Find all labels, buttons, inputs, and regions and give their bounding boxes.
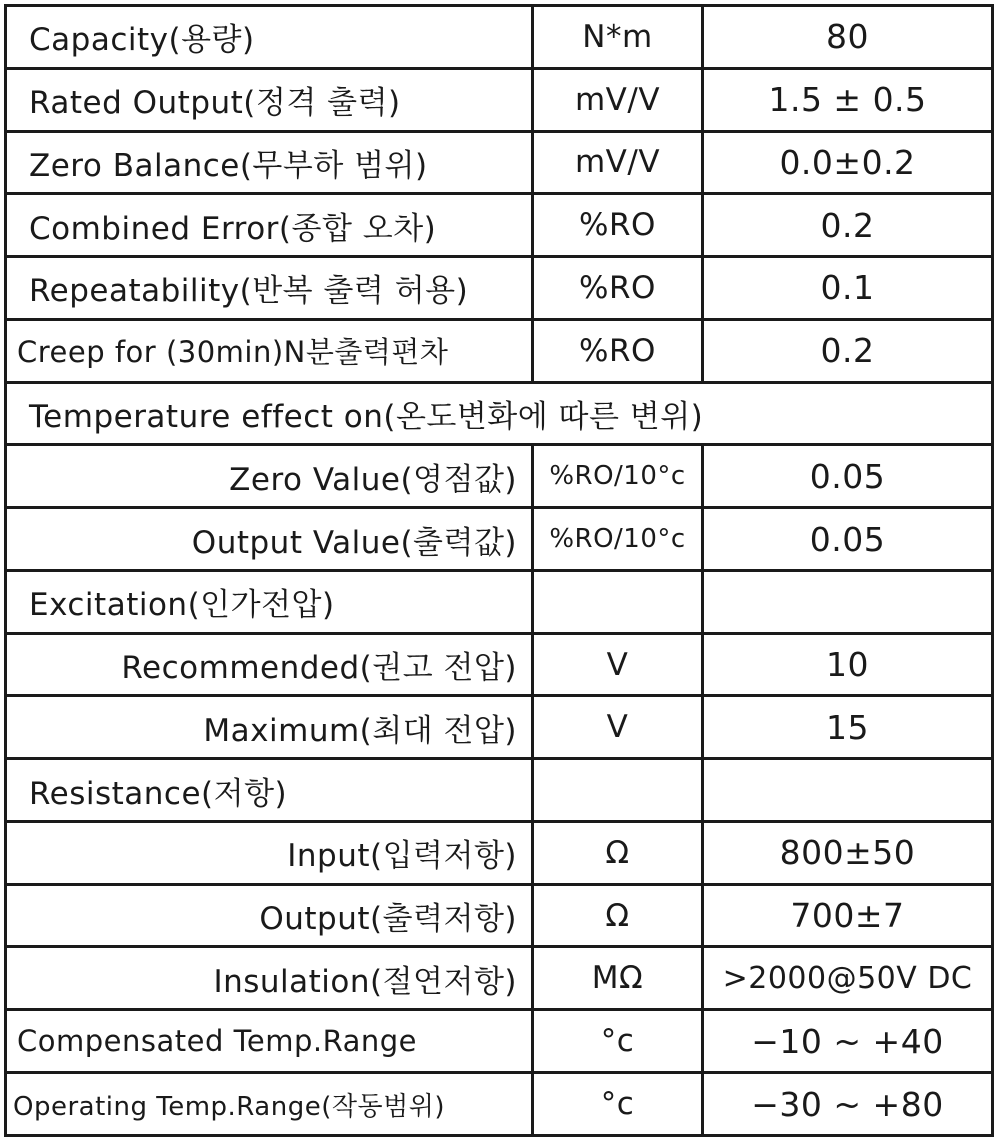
row-unit: °c xyxy=(533,1073,703,1136)
row-value: 800±50 xyxy=(703,821,993,884)
row-unit: V xyxy=(533,696,703,759)
table-row xyxy=(6,131,993,194)
row-unit: V xyxy=(533,633,703,696)
table-row xyxy=(6,194,993,257)
row-unit: mV/V xyxy=(533,131,703,194)
table-row xyxy=(6,570,993,633)
table-row xyxy=(6,1073,993,1136)
row-unit xyxy=(533,570,703,633)
row-label: Repeatability(반복 출력 허용) xyxy=(6,257,533,320)
table-row xyxy=(6,759,993,822)
row-unit xyxy=(533,759,703,822)
row-value: 10 xyxy=(703,633,993,696)
row-unit: %RO xyxy=(533,194,703,257)
row-value: >2000@50V DC xyxy=(703,947,993,1010)
row-unit: %RO/10°c xyxy=(533,508,703,571)
row-value xyxy=(703,759,993,822)
table-row xyxy=(6,445,993,508)
row-label: Output(출력저항) xyxy=(6,884,533,947)
row-value: 0.2 xyxy=(703,319,993,382)
row-value: 0.2 xyxy=(703,194,993,257)
row-value: 15 xyxy=(703,696,993,759)
table-row xyxy=(6,947,993,1010)
table-row xyxy=(6,319,993,382)
row-value: −30 ~ +80 xyxy=(703,1073,993,1136)
row-value: −10 ~ +40 xyxy=(703,1010,993,1073)
row-value: 0.05 xyxy=(703,445,993,508)
row-value: 0.1 xyxy=(703,257,993,320)
table-row xyxy=(6,508,993,571)
row-unit: °c xyxy=(533,1010,703,1073)
section-row xyxy=(6,382,993,445)
row-label: Capacity(용량) xyxy=(6,6,533,69)
row-value: 1.5 ± 0.5 xyxy=(703,68,993,131)
spec-table xyxy=(4,4,994,1137)
row-unit: MΩ xyxy=(533,947,703,1010)
row-unit: Ω xyxy=(533,884,703,947)
row-value xyxy=(703,570,993,633)
row-label: Recommended(권고 전압) xyxy=(6,633,533,696)
row-label: Input(입력저항) xyxy=(6,821,533,884)
table-row xyxy=(6,68,993,131)
row-unit: %RO xyxy=(533,257,703,320)
row-label: Zero Balance(무부하 범위) xyxy=(6,131,533,194)
row-value: 0.0±0.2 xyxy=(703,131,993,194)
row-unit: %RO xyxy=(533,319,703,382)
row-unit: mV/V xyxy=(533,68,703,131)
row-label: Output Value(출력값) xyxy=(6,508,533,571)
row-value: 700±7 xyxy=(703,884,993,947)
table-row xyxy=(6,884,993,947)
row-label: Insulation(절연저항) xyxy=(6,947,533,1010)
table-row xyxy=(6,6,993,69)
row-value: 80 xyxy=(703,6,993,69)
row-unit: N*m xyxy=(533,6,703,69)
row-label: Combined Error(종합 오차) xyxy=(6,194,533,257)
row-label: Zero Value(영점값) xyxy=(6,445,533,508)
table-row xyxy=(6,1010,993,1073)
row-label: Rated Output(정격 출력) xyxy=(6,68,533,131)
table-row xyxy=(6,696,993,759)
table-row xyxy=(6,821,993,884)
section-heading: Temperature effect on(온도변화에 따른 변위) xyxy=(6,382,993,445)
row-unit: %RO/10°c xyxy=(533,445,703,508)
table-row xyxy=(6,633,993,696)
row-label: Excitation(인가전압) xyxy=(6,570,533,633)
table-row xyxy=(6,257,993,320)
row-label: Operating Temp.Range(작동범위) xyxy=(6,1073,533,1136)
row-label: Creep for (30min)N분출력편차 xyxy=(6,319,533,382)
row-label: Maximum(최대 전압) xyxy=(6,696,533,759)
row-label: Resistance(저항) xyxy=(6,759,533,822)
row-value: 0.05 xyxy=(703,508,993,571)
row-label: Compensated Temp.Range xyxy=(6,1010,533,1073)
row-unit: Ω xyxy=(533,821,703,884)
